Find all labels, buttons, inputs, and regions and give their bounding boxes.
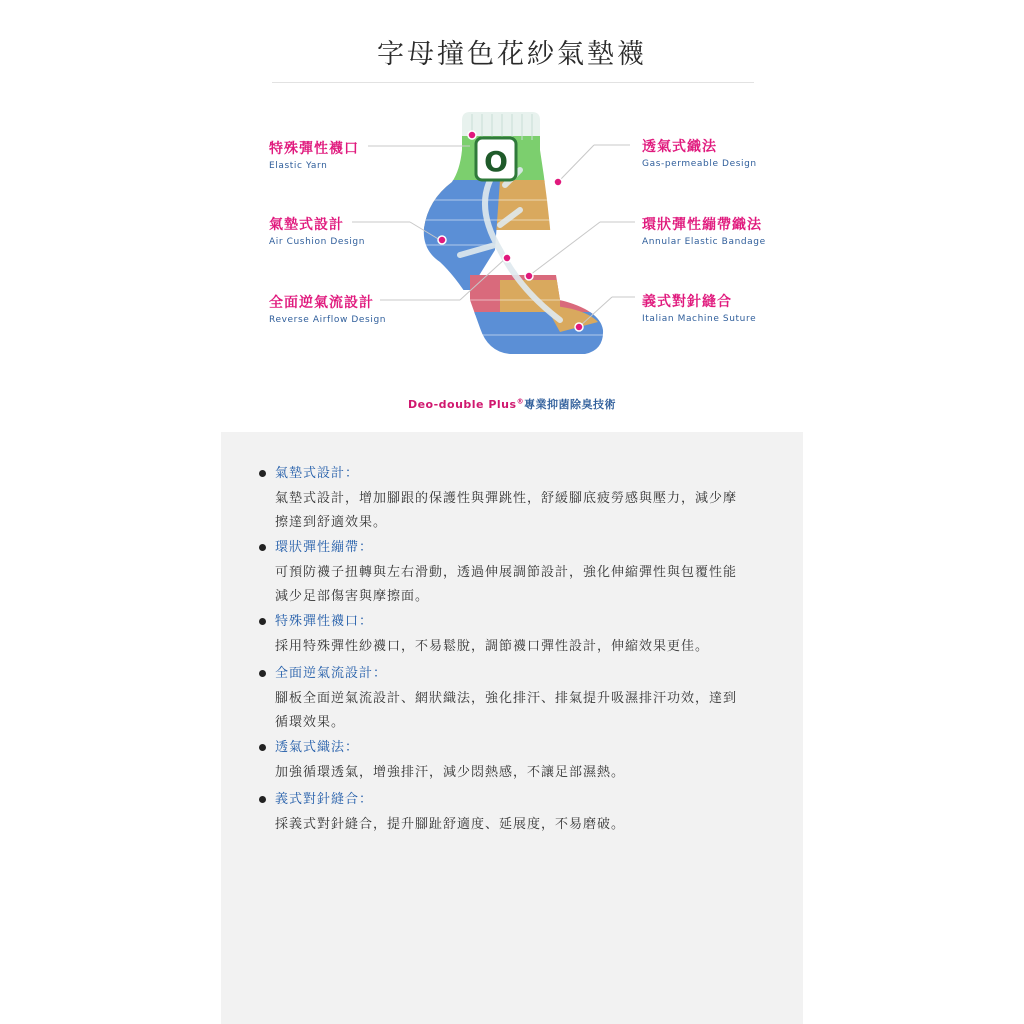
- sock-illustration: [0, 0, 1024, 400]
- tagline: [0, 396, 1024, 412]
- feature-desc: 腳板全面逆氣流設計、網狀織法，強化排汗、排氣提升吸濕排汗功效，達到循環效果。: [275, 691, 738, 730]
- feature-title: 透氣式織法：: [275, 740, 360, 755]
- feature-title: 義式對針縫合：: [275, 792, 374, 807]
- feature-item: [275, 538, 745, 609]
- label-zh: 環狀彈性繃帶織法: [642, 217, 762, 233]
- label-zh: 義式對針縫合: [642, 294, 732, 310]
- bullet-icon: [259, 544, 266, 551]
- marker-air-cushion: [438, 236, 446, 244]
- marker-reverse-airflow: [503, 254, 511, 262]
- feature-item: [275, 612, 745, 659]
- label-en: Reverse Airflow Design: [269, 315, 387, 325]
- bullet-icon: [259, 744, 266, 751]
- label-en: Air Cushion Design: [269, 237, 366, 247]
- feature-desc: 採義式對針縫合，提升腳趾舒適度、延展度，不易磨破。: [275, 817, 626, 832]
- feature-item: [275, 464, 745, 535]
- feature-title: 全面逆氣流設計：: [275, 666, 388, 681]
- marker-gas-permeable: [554, 178, 562, 186]
- registered-mark: ®: [516, 397, 525, 406]
- marker-elastic-yarn: [468, 131, 476, 139]
- label-zh: 特殊彈性襪口: [269, 141, 359, 157]
- feature-item: [275, 738, 745, 785]
- tagline-brand: Deo-double Plus: [407, 398, 517, 411]
- label-zh: 氣墊式設計: [269, 217, 344, 233]
- bullet-icon: [259, 796, 266, 803]
- feature-desc: 氣墊式設計，增加腳跟的保護性與彈跳性，舒緩腳底疲勞感與壓力，減少摩擦達到舒適效果。: [275, 491, 738, 530]
- feature-desc: 採用特殊彈性紗襪口，不易鬆脫，調節襪口彈性設計，伸縮效果更佳。: [275, 639, 710, 654]
- bullet-icon: [259, 470, 266, 477]
- label-en: Annular Elastic Bandage: [642, 237, 766, 247]
- tagline-text: 專業抑菌除臭技術: [524, 398, 617, 411]
- label-en: Gas-permeable Design: [642, 159, 757, 169]
- bullet-icon: [259, 670, 266, 677]
- marker-italian-suture: [575, 323, 583, 331]
- feature-title: 氣墊式設計：: [275, 466, 360, 481]
- label-zh: 透氣式織法: [642, 139, 717, 155]
- feature-title: 特殊彈性襪口：: [275, 614, 374, 629]
- product-title: 字母撞色花紗氣墊襪: [377, 39, 647, 70]
- feature-desc: 可預防襪子扭轉與左右滑動，透過伸展調節設計，強化伸縮彈性與包覆性能減少足部傷害與摩擦面。: [275, 565, 738, 604]
- feature-item: [275, 664, 745, 735]
- label-en: Italian Machine Suture: [642, 314, 757, 324]
- label-zh: 全面逆氣流設計: [269, 295, 374, 311]
- sock-letter: O: [484, 145, 508, 178]
- features-panel: [221, 432, 803, 1024]
- feature-desc: 加強循環透氣，增強排汗，減少悶熱感，不讓足部濕熱。: [275, 765, 626, 780]
- marker-annular-bandage: [525, 272, 533, 280]
- feature-item: [275, 790, 745, 837]
- bullet-icon: [259, 618, 266, 625]
- feature-title: 環狀彈性繃帶：: [275, 540, 374, 555]
- label-en: Elastic Yarn: [269, 161, 328, 171]
